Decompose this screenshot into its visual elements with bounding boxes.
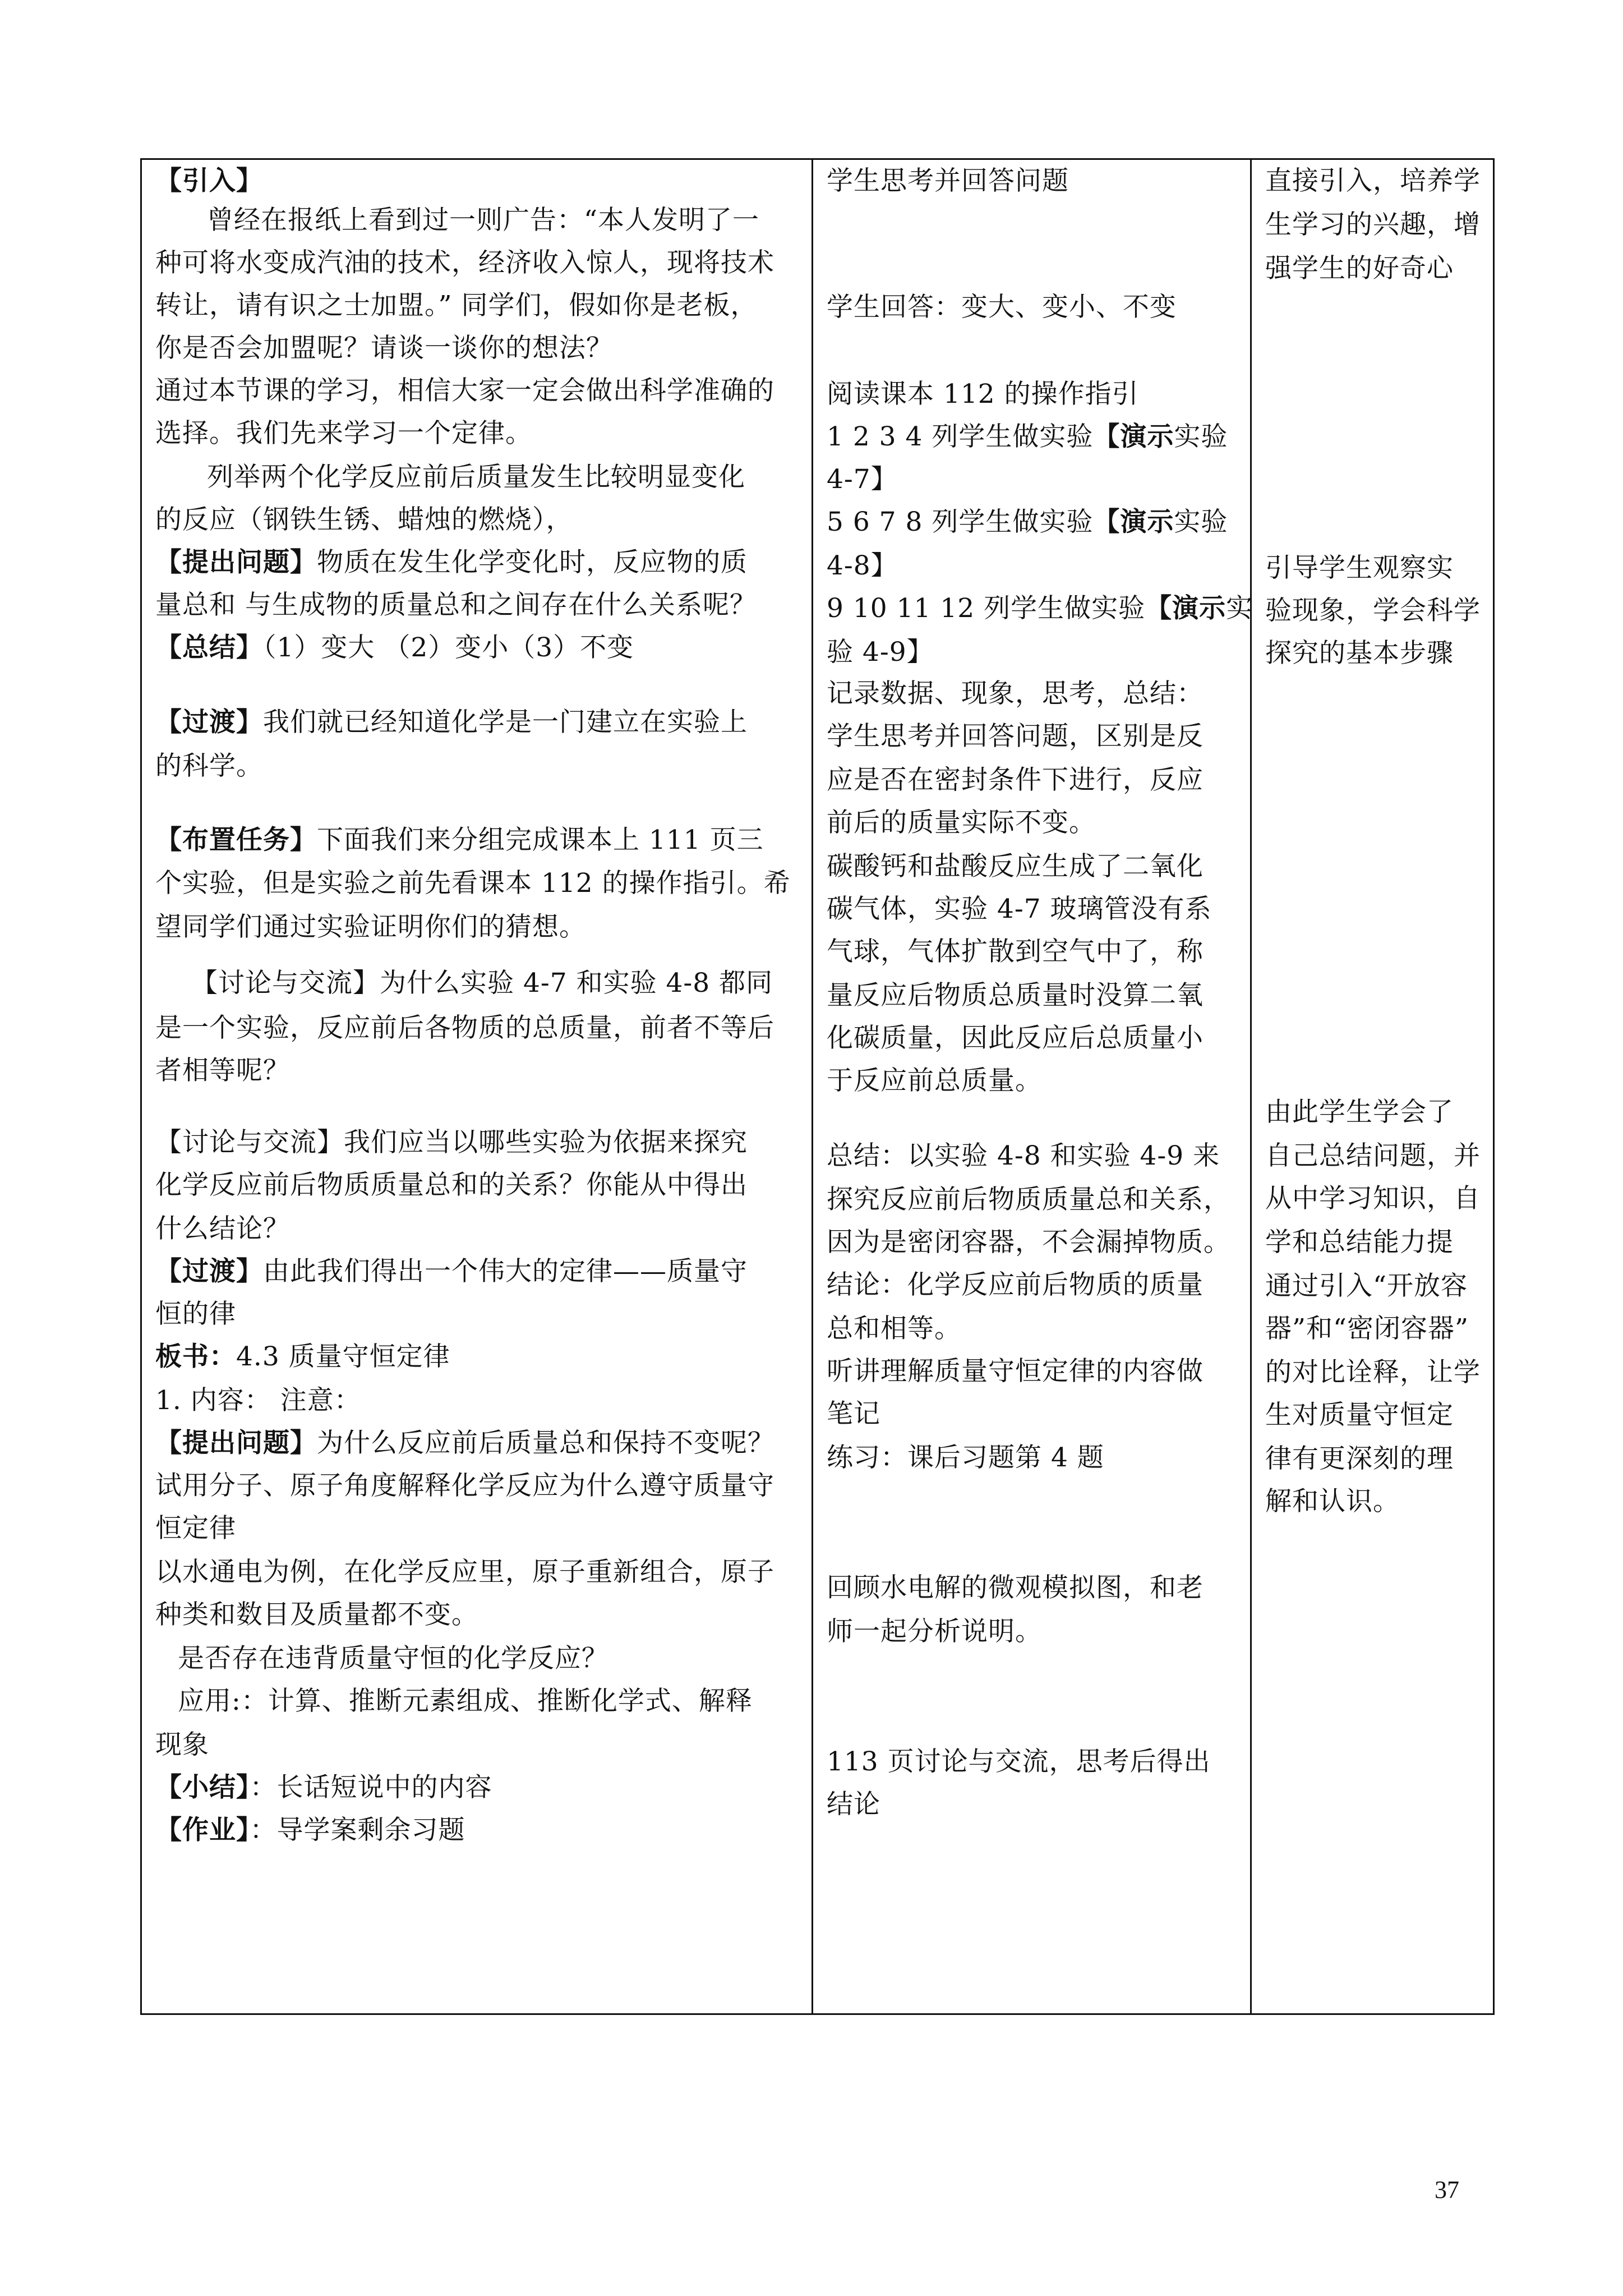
line-text: 通过本节课的学习，相信大家一定会做出科学准确的	[155, 375, 774, 406]
line-text: 转让，请有识之士加盟。” 同学们，假如你是老板，	[155, 290, 758, 321]
col2-line	[827, 980, 1204, 1011]
col1-line	[155, 333, 613, 364]
line-text: 物质在发生化学变化时，反应物的质	[317, 547, 748, 578]
line-text: 探究的基本步骤	[1265, 638, 1454, 669]
col1-line	[155, 707, 748, 738]
col2-line	[827, 1269, 1204, 1301]
line-text: 师一起分析说明。	[827, 1616, 1042, 1647]
col2-line	[827, 593, 1253, 624]
line-text: 生对质量守恒定	[1265, 1400, 1454, 1430]
col3-line	[1265, 1443, 1454, 1475]
col2-line	[827, 936, 1204, 968]
line-text: 1 2 3 4 列学生做实验	[827, 421, 1094, 452]
col1-line	[155, 868, 791, 899]
col3-line	[1265, 165, 1481, 197]
line-text: 种类和数目及质量都不变。	[155, 1599, 478, 1630]
line-text: 阅读课本 112 的操作指引	[827, 379, 1139, 409]
col2-line	[827, 165, 1069, 197]
col1-line	[155, 547, 748, 578]
line-text: 因为是密闭容器，不会漏掉物质。	[827, 1227, 1230, 1258]
col2-line	[827, 851, 1204, 882]
col1-line	[155, 290, 757, 321]
line-text: 的反应（钢铁生锈、蜡烛的燃烧），	[155, 504, 573, 535]
line-text: 结论	[827, 1789, 880, 1820]
line-text: 9 10 11 12 列学生做实验	[827, 593, 1146, 624]
line-tail: 实验	[1174, 507, 1228, 537]
col1-line	[191, 968, 773, 999]
line-text: 生学习的兴趣，增	[1265, 209, 1481, 240]
col2-line	[827, 1789, 880, 1820]
line-text: 解和认识。	[1265, 1486, 1400, 1517]
col2-line	[827, 1184, 1230, 1216]
col2-line	[827, 721, 1204, 752]
col1-line	[155, 1127, 748, 1158]
line-text: 引导学生观察实	[1265, 553, 1454, 583]
col1-line	[178, 1643, 608, 1674]
line-text: 听讲理解质量守恒定律的内容做	[827, 1356, 1204, 1387]
section-label: 【总结】	[155, 632, 263, 663]
line-text: 碳气体，实验 4-7 玻璃管没有系	[827, 894, 1212, 924]
line-text: 化碳质量，因此反应后总质量小	[827, 1023, 1204, 1053]
col1-line	[155, 375, 774, 407]
col3-line	[1265, 1357, 1481, 1388]
line-text: 前后的质量实际不变。	[827, 807, 1096, 838]
line-text: 气球，气体扩散到空气中了，称	[827, 936, 1204, 967]
col1-line	[155, 1213, 290, 1245]
line-text: 为什么反应前后质量总和保持不变呢？	[317, 1428, 774, 1458]
line-text: ：长话短说中的内容	[250, 1772, 492, 1803]
col2-line	[827, 1140, 1220, 1172]
line-text: 验 4-9】	[827, 637, 934, 668]
col2-line	[827, 1572, 1204, 1604]
line-text: 从中学习知识，自	[1265, 1183, 1481, 1214]
col1-line	[155, 1013, 774, 1044]
student-activity-cell	[813, 159, 1251, 2014]
section-label: 【小结】	[155, 1772, 250, 1803]
col2-line	[827, 421, 1228, 453]
col3-line	[1265, 1486, 1400, 1517]
col2-line	[827, 678, 1204, 710]
line-text: 结论：化学反应前后物质的质量	[827, 1269, 1204, 1300]
col2-line	[827, 1313, 961, 1345]
demo-label: 【演示	[1145, 593, 1227, 624]
line-text: 的对比诠释，让学	[1265, 1357, 1481, 1388]
line-text: 于反应前总质量。	[827, 1065, 1042, 1096]
line-text: 恒定律	[155, 1513, 236, 1544]
line-text: 学生思考并回答问题，区别是反	[827, 721, 1204, 752]
col3-line	[1265, 1400, 1454, 1431]
col1-line	[155, 1385, 361, 1416]
col2-line	[827, 1746, 1211, 1778]
col2-line	[827, 550, 898, 582]
col3-line	[1265, 1097, 1454, 1128]
line-text: 你是否会加盟呢？请谈一谈你的想法？	[155, 333, 613, 364]
col1-line	[155, 418, 532, 449]
line-text: 4-8】	[827, 550, 898, 581]
col1-line	[155, 1772, 492, 1803]
col1-line	[155, 1815, 465, 1846]
line-text: 恒的律	[155, 1299, 236, 1329]
line-text: 选择。我们先来学习一个定律。	[155, 418, 532, 449]
line-text: 练习：课后习题第 4 题	[827, 1442, 1104, 1473]
col1-line	[155, 165, 263, 197]
col1-line	[155, 1341, 450, 1373]
col3-line	[1265, 1271, 1468, 1302]
line-text: 【讨论与交流】我们应当以哪些实验为依据来探究	[155, 1127, 748, 1158]
line-text: 【讨论与交流】为什么实验 4-7 和实验 4-8 都同	[191, 968, 773, 999]
col3-line	[1265, 1140, 1481, 1172]
col2-line	[827, 894, 1212, 925]
col2-line	[827, 765, 1204, 796]
col1-line	[155, 1055, 290, 1087]
col1-line	[155, 751, 263, 782]
section-label: 【布置任务】	[155, 825, 317, 855]
section-label: 板书：	[155, 1341, 236, 1372]
page-number: 37	[1435, 2176, 1459, 2203]
col3-line	[1265, 595, 1481, 627]
col1-line	[155, 504, 573, 536]
line-text: 总结：以实验 4-8 和实验 4-9 来	[827, 1140, 1220, 1171]
line-text: 记录数据、现象，思考，总结：	[827, 678, 1204, 709]
col2-line	[827, 507, 1228, 538]
col1-line	[155, 1599, 478, 1631]
col2-line	[827, 379, 1139, 410]
line-text: 验现象，学会科学	[1265, 595, 1481, 626]
col1-line	[155, 912, 586, 943]
col2-line	[827, 1356, 1204, 1387]
line-text: （1）变大 （2）变小（3）不变	[263, 632, 634, 663]
col2-line	[827, 464, 898, 495]
line-tail: 实	[1226, 593, 1253, 624]
line-text: 曾经在报纸上看到过一则广告：“本人发明了一	[207, 205, 760, 236]
line-text: 应用:：计算、推断元素组成、推断化学式、解释	[178, 1686, 753, 1717]
section-label: 【提出问题】	[155, 1428, 317, 1458]
line-text: 4.3 质量守恒定律	[236, 1341, 450, 1372]
col1-line	[155, 1256, 748, 1287]
line-text: 的科学。	[155, 751, 263, 781]
line-text: 个实验，但是实验之前先看课本 112 的操作指引。希	[155, 868, 791, 899]
line-text: 器”和“密闭容器”	[1265, 1313, 1469, 1344]
col1-line	[155, 1428, 774, 1459]
line-text: 碳酸钙和盐酸反应生成了二氧化	[827, 851, 1204, 882]
section-label: 【过渡】	[155, 1256, 263, 1287]
line-text: 由此我们得出一个伟大的定律——质量守	[263, 1256, 748, 1287]
line-text: 总和相等。	[827, 1313, 961, 1344]
col3-line	[1265, 209, 1481, 241]
col1-line	[155, 247, 774, 279]
col2-line	[827, 1065, 1042, 1097]
line-text: 什么结论？	[155, 1213, 290, 1244]
col2-line	[827, 1442, 1104, 1474]
line-text: 学和总结能力提	[1265, 1227, 1454, 1258]
section-label: 【过渡】	[155, 707, 263, 738]
line-text: 量反应后物质总质量时没算二氧	[827, 980, 1204, 1011]
line-text: 种可将水变成汽油的技术，经济收入惊人，现将技术	[155, 247, 774, 278]
line-text: ：导学案剩余习题	[250, 1815, 465, 1846]
col2-line	[827, 807, 1096, 839]
line-text: 探究反应前后物质质量总和关系，	[827, 1184, 1230, 1215]
line-text: 强学生的好奇心	[1265, 253, 1454, 284]
col1-line	[207, 462, 745, 493]
line-text: 以水通电为例，在化学反应里，原子重新组合，原子	[155, 1557, 774, 1588]
line-text: 113 页讨论与交流，思考后得出	[827, 1746, 1211, 1777]
col1-line	[155, 1170, 748, 1201]
student-activity-text	[813, 160, 1253, 2013]
col3-line	[1265, 1183, 1481, 1214]
line-text: 直接引入，培养学	[1265, 165, 1481, 196]
line-text: 量总和 与生成物的质量总和之间存在什么关系呢？	[155, 590, 757, 620]
col1-line	[155, 1299, 236, 1330]
col1-line	[155, 1470, 774, 1502]
col1-line	[155, 632, 634, 664]
line-text: 下面我们来分组完成课本上 111 页三	[317, 825, 764, 855]
line-text: 4-7】	[827, 464, 898, 495]
line-text: 者相等呢？	[155, 1055, 290, 1086]
line-text: 是否存在违背质量守恒的化学反应？	[178, 1643, 608, 1674]
line-text: 列举两个化学反应前后质量发生比较明显变化	[207, 462, 745, 493]
line-text: 望同学们通过实验证明你们的猜想。	[155, 912, 586, 942]
line-text: 应是否在密封条件下进行，反应	[827, 765, 1204, 795]
line-text: 学生回答：变大、变小、不变	[827, 292, 1177, 323]
col2-line	[827, 1398, 880, 1430]
col1-line	[155, 1557, 774, 1588]
line-text: 现象	[155, 1729, 209, 1760]
table-row	[141, 159, 1494, 2014]
demo-label: 【演示	[1093, 507, 1174, 537]
design-intent-text	[1252, 160, 1493, 2013]
design-intent-cell	[1251, 159, 1494, 2014]
line-text: 通过引入“开放容	[1265, 1271, 1468, 1301]
col2-line	[827, 637, 934, 668]
line-text: 由此学生学会了	[1265, 1097, 1454, 1128]
line-text: 5 6 7 8 列学生做实验	[827, 507, 1094, 537]
section-label: 【提出问题】	[155, 547, 317, 578]
line-text: 律有更深刻的理	[1265, 1443, 1454, 1474]
col2-line	[827, 1023, 1204, 1054]
col1-line	[207, 205, 759, 236]
col1-line	[155, 590, 757, 621]
col2-line	[827, 292, 1177, 323]
teacher-activity-text	[142, 160, 811, 2013]
col1-line	[155, 825, 764, 856]
line-text: 学生思考并回答问题	[827, 165, 1069, 196]
col3-line	[1265, 1313, 1469, 1345]
line-text: 回顾水电解的微观模拟图，和老	[827, 1572, 1204, 1603]
col1-line	[155, 1729, 209, 1761]
line-text: 我们就已经知道化学是一门建立在实验上	[263, 707, 748, 738]
demo-label: 【演示	[1093, 421, 1174, 452]
teacher-activity-cell	[141, 159, 813, 2014]
col3-line	[1265, 553, 1454, 584]
section-label: 【引入】	[155, 165, 263, 196]
line-text: 1. 内容： 注意：	[155, 1385, 361, 1416]
lesson-plan-table	[140, 158, 1495, 2015]
col2-line	[827, 1227, 1230, 1258]
line-tail: 实验	[1174, 421, 1228, 452]
line-text: 试用分子、原子角度解释化学反应为什么遵守质量守	[155, 1470, 774, 1501]
col2-line	[827, 1616, 1042, 1648]
col3-line	[1265, 253, 1454, 284]
line-text: 是一个实验，反应前后各物质的总质量，前者不等后	[155, 1013, 774, 1043]
section-label: 【作业】	[155, 1815, 250, 1846]
line-text: 自己总结问题，并	[1265, 1140, 1481, 1171]
col3-line	[1265, 638, 1454, 669]
col1-line	[155, 1513, 236, 1544]
line-text: 化学反应前后物质质量总和的关系？你能从中得出	[155, 1170, 748, 1200]
line-text: 笔记	[827, 1398, 880, 1429]
col1-line	[178, 1686, 753, 1717]
col3-line	[1265, 1227, 1454, 1258]
